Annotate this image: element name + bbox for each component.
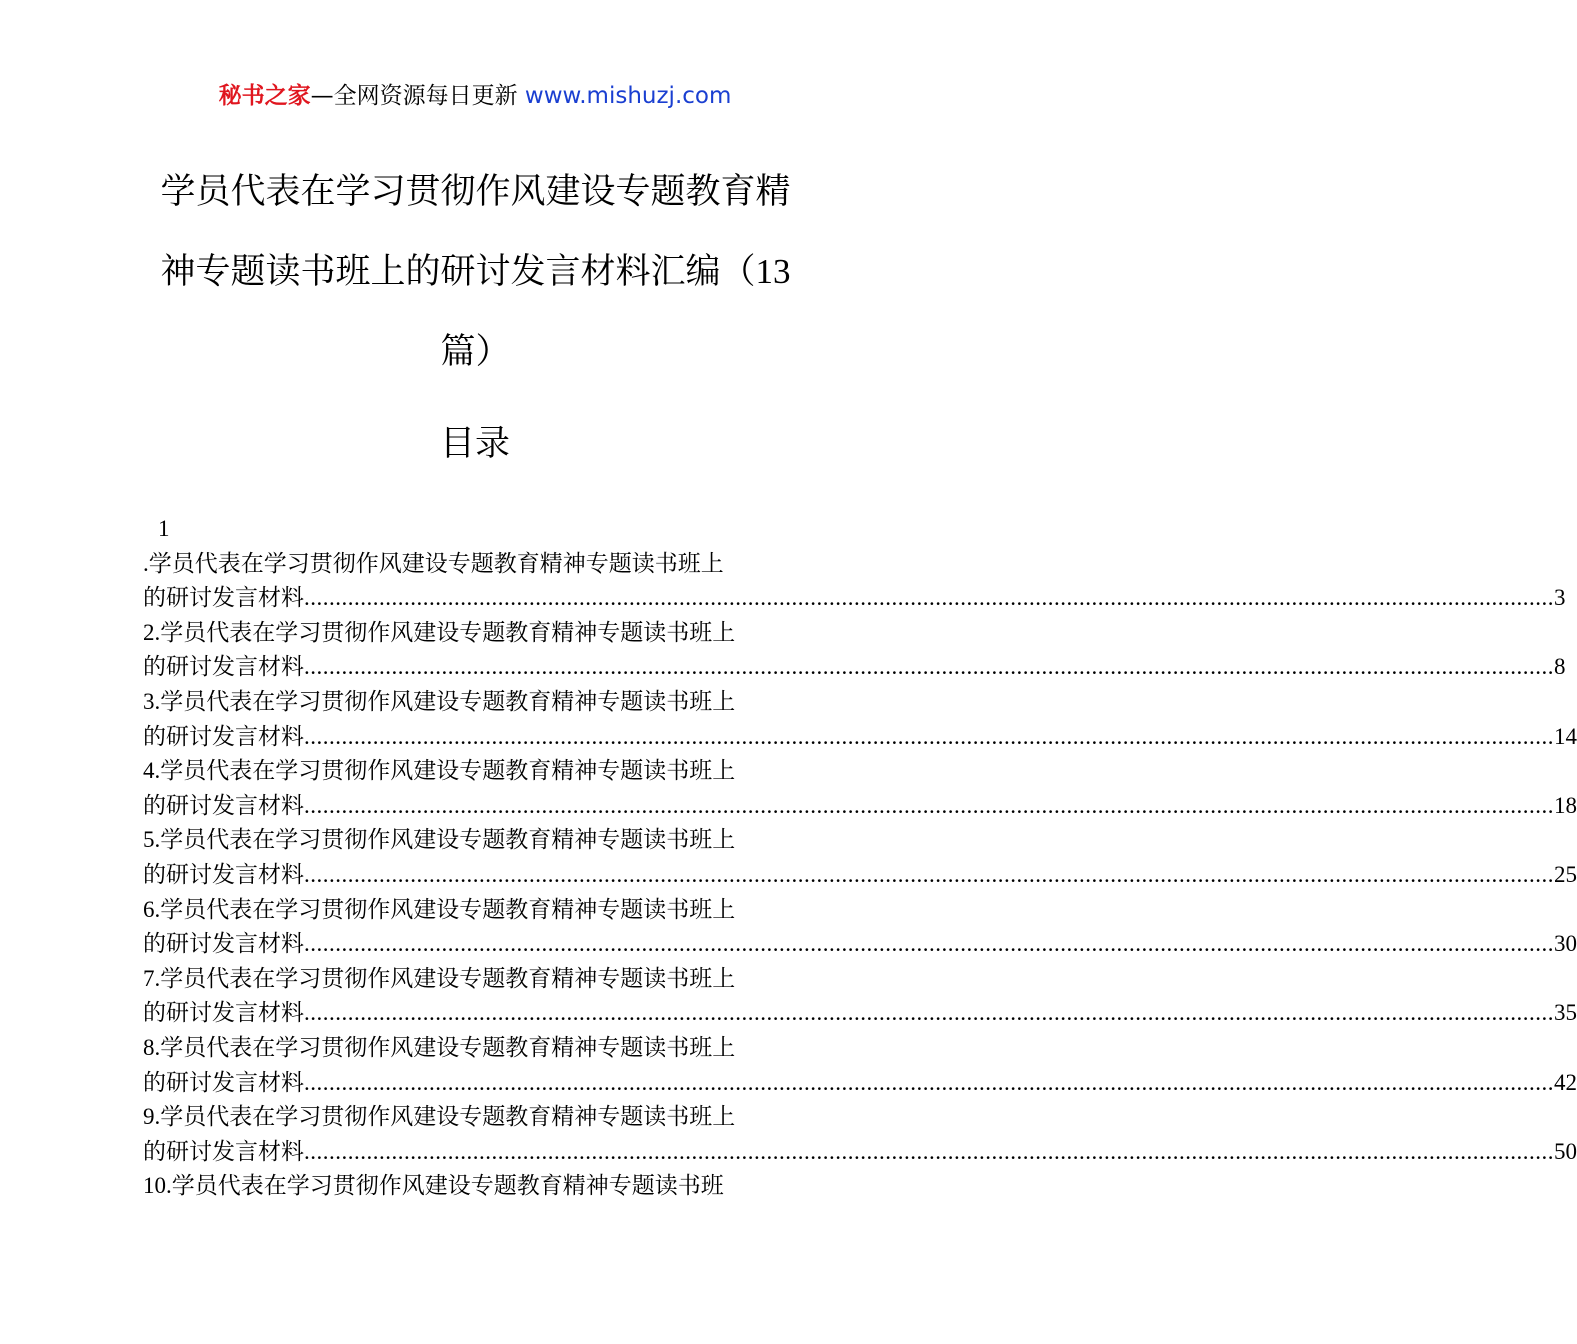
toc-entry-title-cont: 的研讨发言材料 [143, 654, 304, 681]
toc-entry-number: 8. [143, 1034, 161, 1060]
toc-entry-number: 6. [143, 896, 161, 922]
toc-entry-tail[interactable] [143, 996, 1577, 1031]
toc-entry-title[interactable] [143, 685, 808, 720]
toc-entry-number: 9. [143, 1104, 161, 1130]
title-line-1: 学员代表在学习贯彻作风建设专题教育精 [160, 172, 791, 212]
toc-entry-title[interactable] [143, 1169, 808, 1204]
toc-entry-title[interactable] [143, 1100, 808, 1135]
toc-entry-number: 5. [143, 827, 161, 853]
dot-leader: ........................................................................................................................................................................................................ [304, 1000, 1554, 1026]
toc-entry-title-text: 学员代表在学习贯彻作风建设专题教育精神专题读书班上 [160, 758, 736, 785]
toc-entry-tail[interactable] [143, 1135, 1577, 1170]
toc-entry-tail[interactable] [143, 789, 1577, 824]
title-line-2 [148, 232, 803, 312]
site-header [0, 80, 950, 112]
site-url-link[interactable]: www.mishuzj.com [524, 83, 732, 109]
toc-entry-title-cont: 的研讨发言材料 [143, 1138, 304, 1165]
toc-entry-title-cont: 的研讨发言材料 [143, 1069, 304, 1096]
toc-entry-tail[interactable] [143, 1066, 1577, 1101]
toc-page-number: 42 [1554, 1069, 1577, 1095]
toc-entry-title[interactable] [143, 754, 808, 789]
toc-entry-title[interactable] [143, 616, 808, 651]
toc-entry-number: 2. [143, 619, 161, 645]
toc-page-number: 3 [1554, 585, 1566, 611]
toc-entry-tail[interactable] [143, 858, 1577, 893]
toc-entry-title[interactable] [143, 893, 808, 928]
title-line-3: 篇） [440, 332, 511, 372]
toc-entry-title[interactable] [143, 962, 808, 997]
toc-entry-number: 4. [143, 758, 161, 784]
toc-entry-title-text: 学员代表在学习贯彻作风建设专题教育精神专题读书班上 [148, 550, 724, 577]
toc-page-number: 30 [1554, 931, 1577, 957]
toc-entry-title-text: 学员代表在学习贯彻作风建设专题教育精神专题读书班 [171, 1173, 724, 1200]
dot-leader: ........................................................................................................................................................................................................ [304, 931, 1554, 957]
toc-entry-tail[interactable] [143, 720, 1577, 755]
toc-page-number: 14 [1554, 723, 1577, 749]
toc-entry-title-cont: 的研讨发言材料 [143, 723, 304, 750]
dot-leader: ........................................................................................................................................................................................................ [304, 792, 1554, 818]
toc-entry-title-text: 学员代表在学习贯彻作风建设专题教育精神专题读书班上 [160, 896, 736, 923]
dot-leader: ........................................................................................................................................................................................................ [304, 723, 1554, 749]
toc-entry-title-cont: 的研讨发言材料 [143, 1000, 304, 1027]
toc-entry-title[interactable] [143, 1031, 808, 1066]
toc-entry-title-text: 学员代表在学习贯彻作风建设专题教育精神专题读书班上 [160, 1104, 736, 1131]
toc-entry-tail[interactable] [143, 927, 1577, 962]
toc-entry-title-text: 学员代表在学习贯彻作风建设专题教育精神专题读书班上 [160, 1034, 736, 1061]
toc-entry-number: 3. [143, 688, 161, 714]
brand-name: 秘书之家 [218, 83, 311, 109]
title-count: 13 [755, 252, 791, 291]
toc-page-number: 25 [1554, 861, 1577, 887]
header-slogan: —全网资源每日更新 [310, 83, 525, 109]
toc-entry-title[interactable] [143, 547, 808, 582]
toc-first-number: 1 [158, 516, 170, 541]
toc-entry-title-text: 学员代表在学习贯彻作风建设专题教育精神专题读书班上 [160, 827, 736, 854]
toc-entry-number: 10. [143, 1173, 172, 1199]
toc-page-number: 50 [1554, 1138, 1577, 1164]
toc-entry-title-text: 学员代表在学习贯彻作风建设专题教育精神专题读书班上 [160, 619, 736, 646]
dot-leader: ........................................................................................................................................................................................................ [304, 861, 1554, 887]
toc-page-number: 35 [1554, 1000, 1577, 1026]
toc-entry-title-cont: 的研讨发言材料 [143, 792, 304, 819]
toc-entry-title-text: 学员代表在学习贯彻作风建设专题教育精神专题读书班上 [160, 965, 736, 992]
toc-entry-title-cont: 的研讨发言材料 [143, 585, 304, 612]
toc-page-number: 18 [1554, 792, 1577, 818]
toc-entry-tail[interactable] [143, 581, 1566, 616]
title-line-2-text: 神专题读书班上的研讨发言材料汇编（ [160, 252, 756, 292]
toc-entry-title-cont: 的研讨发言材料 [143, 861, 304, 888]
document-title [148, 152, 803, 392]
dot-leader: ........................................................................................................................................................................................................ [304, 1069, 1554, 1095]
toc-page-number: 8 [1554, 654, 1566, 680]
toc-entry-title-cont: 的研讨发言材料 [143, 931, 304, 958]
toc-heading: 目录 [439, 424, 510, 464]
toc-entry-number: 7. [143, 965, 161, 991]
dot-leader: ........................................................................................................................................................................................................ [304, 1138, 1554, 1164]
toc-entry-tail[interactable] [143, 650, 1566, 685]
toc-entry-number: . [143, 550, 149, 576]
table-of-contents [143, 512, 1577, 1204]
toc-entry-title-text: 学员代表在学习贯彻作风建设专题教育精神专题读书班上 [160, 688, 736, 715]
dot-leader: ........................................................................................................................................................................................................ [304, 585, 1554, 611]
toc-entry-title[interactable] [143, 823, 808, 858]
dot-leader: ........................................................................................................................................................................................................ [304, 654, 1554, 680]
